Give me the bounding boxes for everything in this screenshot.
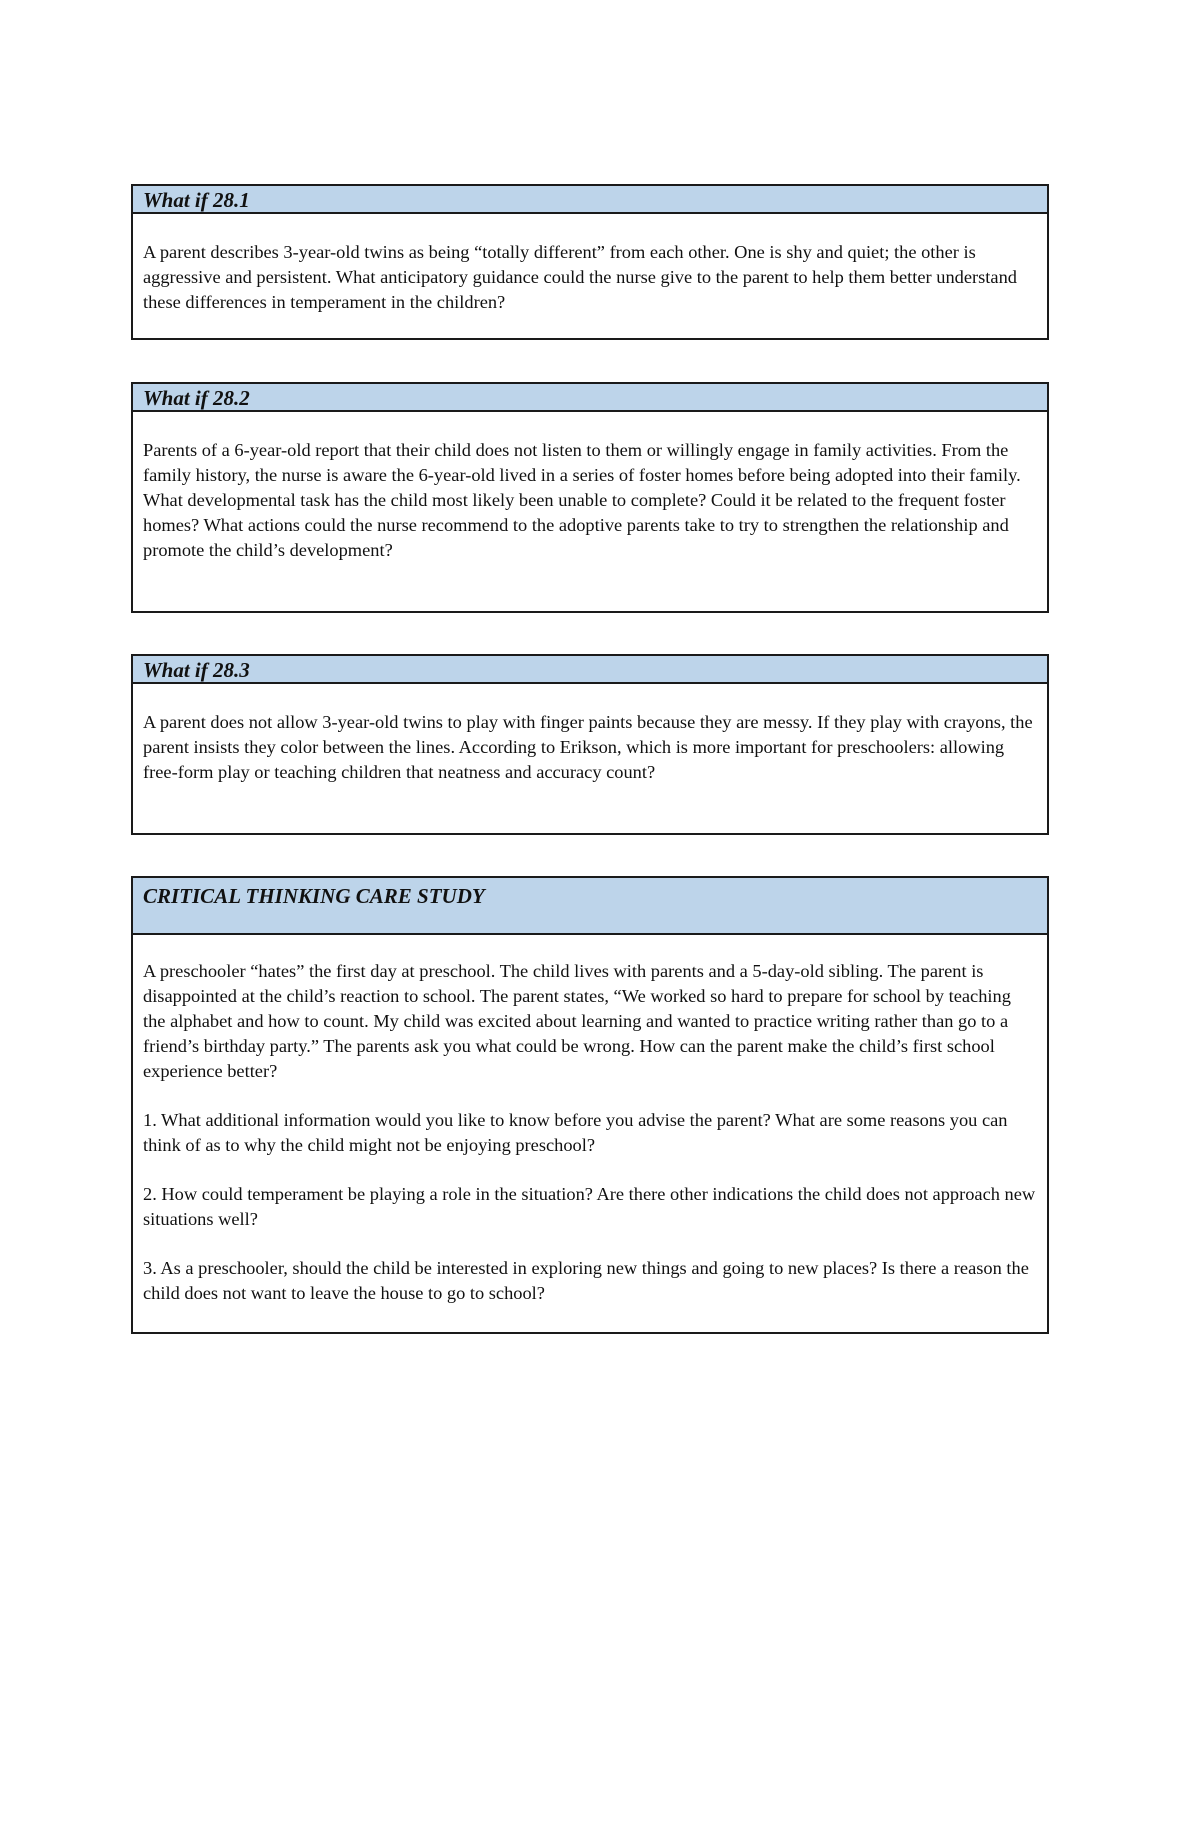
what-if-28-2-body [133,412,1047,563]
what-if-28-1-title: What if 28.1 [133,186,1047,214]
what-if-28-1-box [131,184,1049,340]
what-if-28-3-body [133,684,1047,785]
critical-thinking-box [131,876,1049,1334]
critical-thinking-title: CRITICAL THINKING CARE STUDY [133,878,1047,935]
what-if-28-3-box [131,654,1049,835]
what-if-28-2-text: Parents of a 6-year-old report that their child does not listen to them or willingly engage in family activities. From the family history, the nurse is aware the 6-year-old lived in a series of foster homes before being adopted into their family. What developmental task has the child most likely been unable to complete? Could it be related to the frequent foster homes? What actions could the nurse recommend to the adoptive parents take to try to strengthen the relationship and promote the child’s development? [143,440,1021,560]
what-if-28-1-body [133,214,1047,315]
critical-thinking-question-2: 2. How could temperament be playing a role in the situation? Are there other indications the child does not approach new situations well? [143,1184,1036,1229]
critical-thinking-body [133,935,1047,1306]
critical-thinking-question-3: 3. As a preschooler, should the child be interested in exploring new things and going to new places? Is there a reason the child does not want to leave the house to go to school? [143,1258,1029,1303]
what-if-28-3-title: What if 28.3 [133,656,1047,684]
what-if-28-2-box [131,382,1049,613]
what-if-28-1-text: A parent describes 3-year-old twins as being “totally different” from each other. One is shy and quiet; the other is aggressive and persistent. What anticipatory guidance could the nurse give to the parent to help them better understand these differences in temperament in the children? [143,242,1017,312]
what-if-28-3-text: A parent does not allow 3-year-old twins to play with finger paints because they are messy. If they play with crayons, the parent insists they color between the lines. According to Erikson, which is more important for preschoolers: allowing free-form play or teaching children that neatness and accuracy count? [143,712,1033,782]
what-if-28-2-title: What if 28.2 [133,384,1047,412]
critical-thinking-scenario: A preschooler “hates” the first day at preschool. The child lives with parents and a 5-day-old sibling. The parent is disappointed at the child’s reaction to school. The parent states, “We worked so hard to prepare for school by teaching the alphabet and how to count. My child was excited about learning and wanted to practice writing rather than go to a friend’s birthday party.” The parents ask you what could be wrong. How can the parent make the child’s first school experience better? [143,961,1011,1081]
critical-thinking-question-1: 1. What additional information would you like to know before you advise the parent? What are some reasons you can think of as to why the child might not be enjoying preschool? [143,1110,1008,1155]
